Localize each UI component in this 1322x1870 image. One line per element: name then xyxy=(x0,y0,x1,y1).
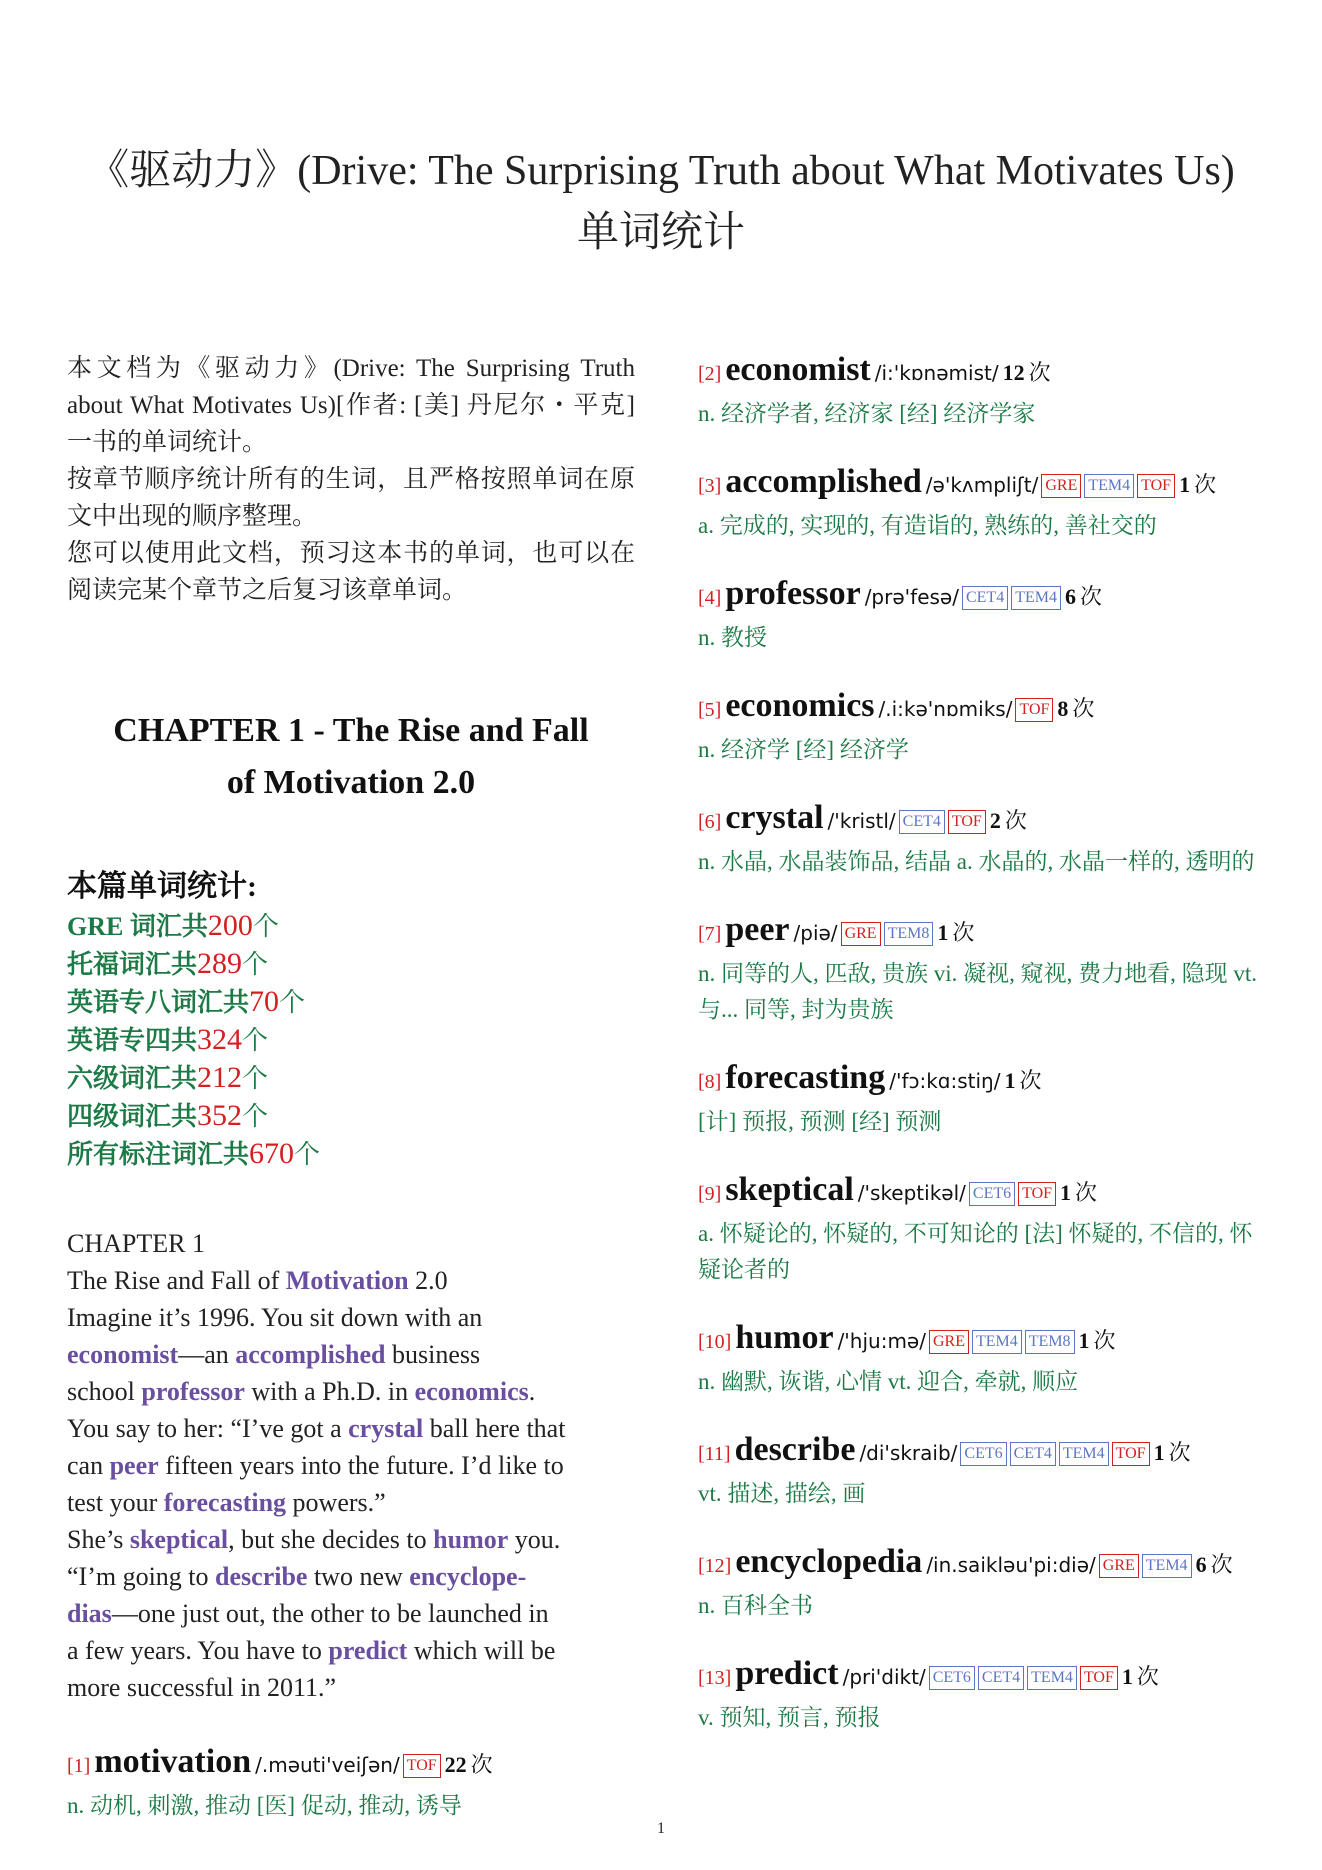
text-segment: business xyxy=(385,1340,481,1369)
stat-count: 70 xyxy=(249,985,280,1018)
vocab-phonetic: /prə'fesə/ xyxy=(864,585,959,609)
times-label: 次 xyxy=(1093,1328,1116,1353)
vocab-definition: a. 怀疑论的, 怀疑的, 不可知论的 [法] 怀疑的, 不信的, 怀疑论者的 xyxy=(698,1221,1253,1282)
text-line xyxy=(67,1336,635,1373)
vocab-word: forecasting xyxy=(725,1059,886,1096)
vocab-phonetic: /'fɔ:kɑ:stiŋ/ xyxy=(889,1069,1001,1093)
vocab-entry xyxy=(698,1058,1272,1140)
stat-count: 324 xyxy=(197,1023,243,1056)
stats-list xyxy=(67,907,635,1173)
vocab-index: [4] xyxy=(698,587,722,609)
times-label: 次 xyxy=(1075,1180,1098,1205)
chapter-heading xyxy=(67,705,635,809)
stat-item xyxy=(67,945,635,983)
vocab-entry-header xyxy=(698,1058,1272,1104)
vocab-highlight: dias xyxy=(67,1599,112,1628)
text-line xyxy=(67,1558,635,1595)
stat-count: 200 xyxy=(207,909,253,942)
vocab-index: [2] xyxy=(698,363,722,385)
exam-tag-badge: TEM4 xyxy=(1142,1554,1192,1578)
vocab-highlight: crystal xyxy=(348,1414,424,1443)
intro xyxy=(67,350,635,609)
times-label: 次 xyxy=(1168,1440,1191,1465)
exam-tag-badge: GRE xyxy=(929,1330,969,1354)
vocab-count: 8 xyxy=(1057,696,1069,721)
vocab-phonetic: /'skeptikəl/ xyxy=(857,1181,966,1205)
vocab-entry-header xyxy=(698,1430,1272,1476)
exam-tag-badge: GRE xyxy=(1041,474,1081,498)
text-segment: test your xyxy=(67,1488,164,1517)
times-label: 次 xyxy=(1028,360,1051,385)
exam-tag-badge: TOF xyxy=(948,810,986,834)
vocab-count: 6 xyxy=(1195,1552,1207,1577)
vocab-definition: a. 完成的, 实现的, 有造诣的, 熟练的, 善社交的 xyxy=(698,513,1157,538)
vocab-highlight: predict xyxy=(328,1636,408,1665)
vocab-entry-header xyxy=(698,1654,1272,1700)
stat-unit: 个 xyxy=(242,1064,269,1093)
text-line xyxy=(67,1373,635,1410)
vocab-index: [12] xyxy=(698,1555,732,1577)
text-segment: fifteen years into the future. I’d like to xyxy=(158,1451,564,1480)
stat-unit: 个 xyxy=(242,1102,269,1131)
stat-label: 四级词汇共 xyxy=(67,1102,198,1131)
text-segment: 2.0 xyxy=(408,1266,448,1295)
times-label: 次 xyxy=(952,920,975,945)
vocab-phonetic: /in.saikləu'pi:diə/ xyxy=(926,1553,1096,1577)
vocab-phonetic: /piə/ xyxy=(793,921,838,945)
right-vocab-list xyxy=(698,350,1272,1736)
vocab-index: [7] xyxy=(698,923,722,945)
vocab-word: motivation xyxy=(94,1743,252,1780)
text-line xyxy=(67,1632,635,1669)
times-label: 次 xyxy=(1072,696,1095,721)
exam-tag-badge: TOF xyxy=(1015,698,1053,722)
exam-tag-badge: TEM4 xyxy=(1027,1666,1077,1690)
stats-title: 本篇单词统计: xyxy=(67,870,257,903)
stat-count: 289 xyxy=(197,947,243,980)
text-segment: powers.” xyxy=(286,1488,386,1517)
intro-paragraph: 按章节顺序统计所有的生词，且严格按照单词在原文中出现的顺序整理。 xyxy=(67,466,635,530)
vocab-word: economist xyxy=(725,351,871,388)
page-number: 1 xyxy=(657,1820,665,1837)
text-segment: “I’m going to xyxy=(67,1562,216,1591)
exam-tag-badge: TEM4 xyxy=(1059,1442,1109,1466)
chapter-heading-line-2: of Motivation 2.0 xyxy=(226,764,476,801)
stat-label: GRE 词汇共 xyxy=(67,912,208,941)
vocab-phonetic: /.i:kə'nɒmiks/ xyxy=(878,697,1013,721)
exam-tag-badge: TOF xyxy=(1080,1666,1118,1690)
vocab-entry xyxy=(698,910,1272,1028)
exam-tag-badge: CET6 xyxy=(969,1182,1015,1206)
vocab-index: [9] xyxy=(698,1183,722,1205)
stat-item xyxy=(67,1135,635,1173)
times-label: 次 xyxy=(1210,1552,1233,1577)
times-label: 次 xyxy=(1079,584,1102,609)
vocab-entry xyxy=(698,1318,1272,1400)
vocab-definition: n. 幽默, 诙谐, 心情 vt. 迎合, 牵就, 顺应 xyxy=(698,1369,1079,1394)
vocab-phonetic: /'kristl/ xyxy=(827,809,896,833)
vocab-highlight: peer xyxy=(109,1451,159,1480)
stat-label: 六级词汇共 xyxy=(67,1064,198,1093)
vocab-index: [3] xyxy=(698,475,722,497)
vocab-entry xyxy=(698,350,1272,432)
text-segment: You say to her: “I’ve got a xyxy=(67,1414,349,1443)
vocab-count: 1 xyxy=(1078,1328,1090,1353)
vocab-word: skeptical xyxy=(725,1171,854,1208)
vocab-definition: n. 经济学 [经] 经济学 xyxy=(698,737,909,762)
text-segment: you. xyxy=(508,1525,561,1554)
text-segment: . xyxy=(528,1377,536,1406)
intro-paragraph: 您可以使用此文档，预习这本书的单词，也可以在阅读完某个章节之后复习该章单词。 xyxy=(67,540,635,604)
exam-tag-badge: TOF xyxy=(1112,1442,1150,1466)
text-line xyxy=(67,1595,635,1632)
text-segment: —one just out, the other to be launched in xyxy=(111,1599,549,1628)
vocab-phonetic: /'hju:mə/ xyxy=(837,1329,926,1353)
chapter-heading-line-1: CHAPTER 1 - The Rise and Fall xyxy=(113,712,589,749)
text-segment: which will be xyxy=(407,1636,556,1665)
text-line xyxy=(67,1262,635,1299)
vocab-entry-header xyxy=(698,1318,1272,1364)
exam-tag-badge: GRE xyxy=(841,922,881,946)
vocab-phonetic: /ə'kʌmpliʃt/ xyxy=(925,473,1039,497)
exam-tag-badge: CET4 xyxy=(899,810,945,834)
vocab-highlight: Motivation xyxy=(285,1266,409,1295)
vocab-phonetic: /pri'dikt/ xyxy=(842,1665,926,1689)
vocab-definition: n. 动机, 刺激, 推动 [医] 促动, 推动, 诱导 xyxy=(67,1793,462,1818)
vocab-index: [10] xyxy=(698,1331,732,1353)
times-label: 次 xyxy=(470,1752,493,1777)
text-segment: school xyxy=(67,1377,142,1406)
document-title xyxy=(40,140,1282,264)
text-line xyxy=(67,1669,635,1706)
vocab-index: [13] xyxy=(698,1667,732,1689)
vocab-definition: [计] 预报, 预测 [经] 预测 xyxy=(698,1109,942,1134)
times-label: 次 xyxy=(1136,1664,1159,1689)
vocab-definition: n. 百科全书 xyxy=(698,1593,813,1618)
stat-item xyxy=(67,983,635,1021)
stat-count: 352 xyxy=(197,1099,243,1132)
left-vocab-list xyxy=(67,1742,635,1824)
stat-unit: 个 xyxy=(252,912,279,941)
vocab-index: [6] xyxy=(698,811,722,833)
times-label: 次 xyxy=(1194,472,1217,497)
vocab-entry-header xyxy=(698,1542,1272,1588)
stat-unit: 个 xyxy=(294,1140,321,1169)
vocab-highlight: describe xyxy=(215,1562,308,1591)
text-segment: a few years. You have to xyxy=(67,1636,329,1665)
text-segment: Imagine it’s 1996. You sit down with an xyxy=(67,1303,483,1332)
vocab-highlight: economist xyxy=(67,1340,179,1369)
vocab-entry-header xyxy=(698,910,1272,956)
stat-item xyxy=(67,907,635,945)
exam-tag-badge: TEM4 xyxy=(1084,474,1134,498)
times-label: 次 xyxy=(1004,808,1027,833)
vocab-count: 1 xyxy=(1121,1664,1133,1689)
vocab-count: 2 xyxy=(989,808,1001,833)
vocab-word: professor xyxy=(725,575,861,612)
text-line xyxy=(67,1410,635,1447)
vocab-index: [8] xyxy=(698,1071,722,1093)
vocab-entry xyxy=(698,462,1272,544)
vocab-entry xyxy=(698,1542,1272,1624)
vocab-phonetic: /i:'kɒnəmist/ xyxy=(874,361,999,385)
text-segment: ball here that xyxy=(423,1414,566,1443)
stat-item xyxy=(67,1059,635,1097)
vocab-phonetic: /di'skraib/ xyxy=(859,1441,958,1465)
vocab-count: 1 xyxy=(1153,1440,1165,1465)
exam-tag-badge: CET6 xyxy=(960,1442,1006,1466)
exam-tag-badge: CET4 xyxy=(978,1666,1024,1690)
vocab-word: accomplished xyxy=(725,463,922,500)
text-segment: , but she decides to xyxy=(228,1525,434,1554)
stat-unit: 个 xyxy=(242,1026,269,1055)
text-line xyxy=(67,1447,635,1484)
text-segment: —an xyxy=(178,1340,236,1369)
vocab-entry xyxy=(698,798,1272,880)
exam-tag-badge: CET6 xyxy=(929,1666,975,1690)
intro-paragraph: 本文档为《驱动力》(Drive: The Surprising Truth about What Motivates Us)[作者: [美] 丹尼尔・平克] 一书的单词统计。 xyxy=(67,355,635,456)
stat-item xyxy=(67,1097,635,1135)
exam-tag-badge: TOF xyxy=(1137,474,1175,498)
text-line xyxy=(67,1225,635,1262)
vocab-count: 1 xyxy=(1060,1180,1072,1205)
vocab-entry xyxy=(698,1654,1272,1736)
vocab-highlight: professor xyxy=(141,1377,245,1406)
vocab-entry xyxy=(698,1430,1272,1512)
text-segment: with a Ph.D. in xyxy=(244,1377,415,1406)
vocab-count: 1 xyxy=(937,920,949,945)
vocab-entry xyxy=(67,1742,635,1824)
vocab-highlight: humor xyxy=(433,1525,509,1554)
vocab-entry-header xyxy=(698,462,1272,508)
title-line-1: 《驱动力》(Drive: The Surprising Truth about What Motivates Us) xyxy=(87,148,1235,194)
vocab-definition: n. 水晶, 水晶装饰品, 结晶 a. 水晶的, 水晶一样的, 透明的 xyxy=(698,849,1255,874)
right-column xyxy=(698,350,1272,1736)
text-segment: The Rise and Fall of xyxy=(67,1266,286,1295)
vocab-entry-header xyxy=(698,686,1272,732)
vocab-entry-header xyxy=(698,574,1272,620)
stat-count: 212 xyxy=(197,1061,243,1094)
exam-tag-badge: TEM4 xyxy=(1011,586,1061,610)
vocab-index: [11] xyxy=(698,1443,731,1465)
exam-tag-badge: TOF xyxy=(403,1754,441,1778)
stat-unit: 个 xyxy=(242,950,269,979)
vocab-count: 12 xyxy=(1002,360,1025,385)
stat-label: 所有标注词汇共 xyxy=(67,1140,250,1169)
exam-tag-badge: GRE xyxy=(1099,1554,1139,1578)
vocab-highlight: forecasting xyxy=(163,1488,287,1517)
vocab-entry-header xyxy=(67,1742,635,1788)
vocab-entry xyxy=(698,1170,1272,1288)
vocab-word: predict xyxy=(735,1655,839,1692)
exam-tag-badge: CET4 xyxy=(962,586,1008,610)
vocab-count: 1 xyxy=(1004,1068,1016,1093)
exam-tag-badge: TEM8 xyxy=(884,922,934,946)
exam-tag-badge: TOF xyxy=(1018,1182,1056,1206)
text-line xyxy=(67,1299,635,1336)
stat-label: 托福词汇共 xyxy=(67,950,198,979)
vocab-definition: n. 教授 xyxy=(698,625,767,650)
stat-label: 英语专四共 xyxy=(67,1026,198,1055)
stat-label: 英语专八词汇共 xyxy=(67,988,250,1017)
exam-tag-badge: TEM8 xyxy=(1025,1330,1075,1354)
vocab-entry-header xyxy=(698,798,1272,844)
exam-tag-badge: CET4 xyxy=(1010,1442,1056,1466)
vocab-highlight: economics xyxy=(414,1377,529,1406)
vocab-entry-header xyxy=(698,350,1272,396)
text-segment: more successful in 2011.” xyxy=(67,1673,337,1702)
left-column xyxy=(67,350,635,1824)
vocab-count: 6 xyxy=(1064,584,1076,609)
text-segment: two new xyxy=(307,1562,410,1591)
vocab-entry-header xyxy=(698,1170,1272,1216)
stat-count: 670 xyxy=(249,1137,295,1170)
times-label: 次 xyxy=(1019,1068,1042,1093)
vocab-highlight: accomplished xyxy=(235,1340,386,1369)
chapter-text xyxy=(67,1225,635,1706)
exam-tag-badge: TEM4 xyxy=(972,1330,1022,1354)
vocab-count: 1 xyxy=(1179,472,1191,497)
vocab-entry xyxy=(698,574,1272,656)
vocab-word: humor xyxy=(735,1319,834,1356)
vocab-entry xyxy=(698,686,1272,768)
text-segment: CHAPTER 1 xyxy=(67,1229,205,1258)
text-line xyxy=(67,1484,635,1521)
text-segment: She’s xyxy=(67,1525,130,1554)
vocab-phonetic: /.məuti'veiʃən/ xyxy=(255,1753,400,1777)
vocab-word: crystal xyxy=(725,799,824,836)
vocab-word: peer xyxy=(725,911,790,948)
vocab-word: encyclopedia xyxy=(735,1543,923,1580)
vocab-highlight: skeptical xyxy=(129,1525,229,1554)
text-segment: can xyxy=(67,1451,110,1480)
vocab-definition: n. 同等的人, 匹敌, 贵族 vi. 凝视, 窥视, 费力地看, 隐现 vt. 与... 同等, 封为贵族 xyxy=(698,961,1258,1022)
vocab-index: [5] xyxy=(698,699,722,721)
vocab-count: 22 xyxy=(444,1752,467,1777)
vocab-word: describe xyxy=(734,1431,856,1468)
vocab-index: [1] xyxy=(67,1755,91,1777)
stat-item xyxy=(67,1021,635,1059)
vocab-word: economics xyxy=(725,687,875,724)
stat-unit: 个 xyxy=(279,988,306,1017)
vocab-definition: n. 经济学者, 经济家 [经] 经济学家 xyxy=(698,401,1036,426)
vocab-definition: vt. 描述, 描绘, 画 xyxy=(698,1481,866,1506)
vocab-highlight: encyclope- xyxy=(409,1562,527,1591)
text-line xyxy=(67,1521,635,1558)
title-line-2: 单词统计 xyxy=(576,210,745,256)
vocab-definition: v. 预知, 预言, 预报 xyxy=(698,1705,881,1730)
